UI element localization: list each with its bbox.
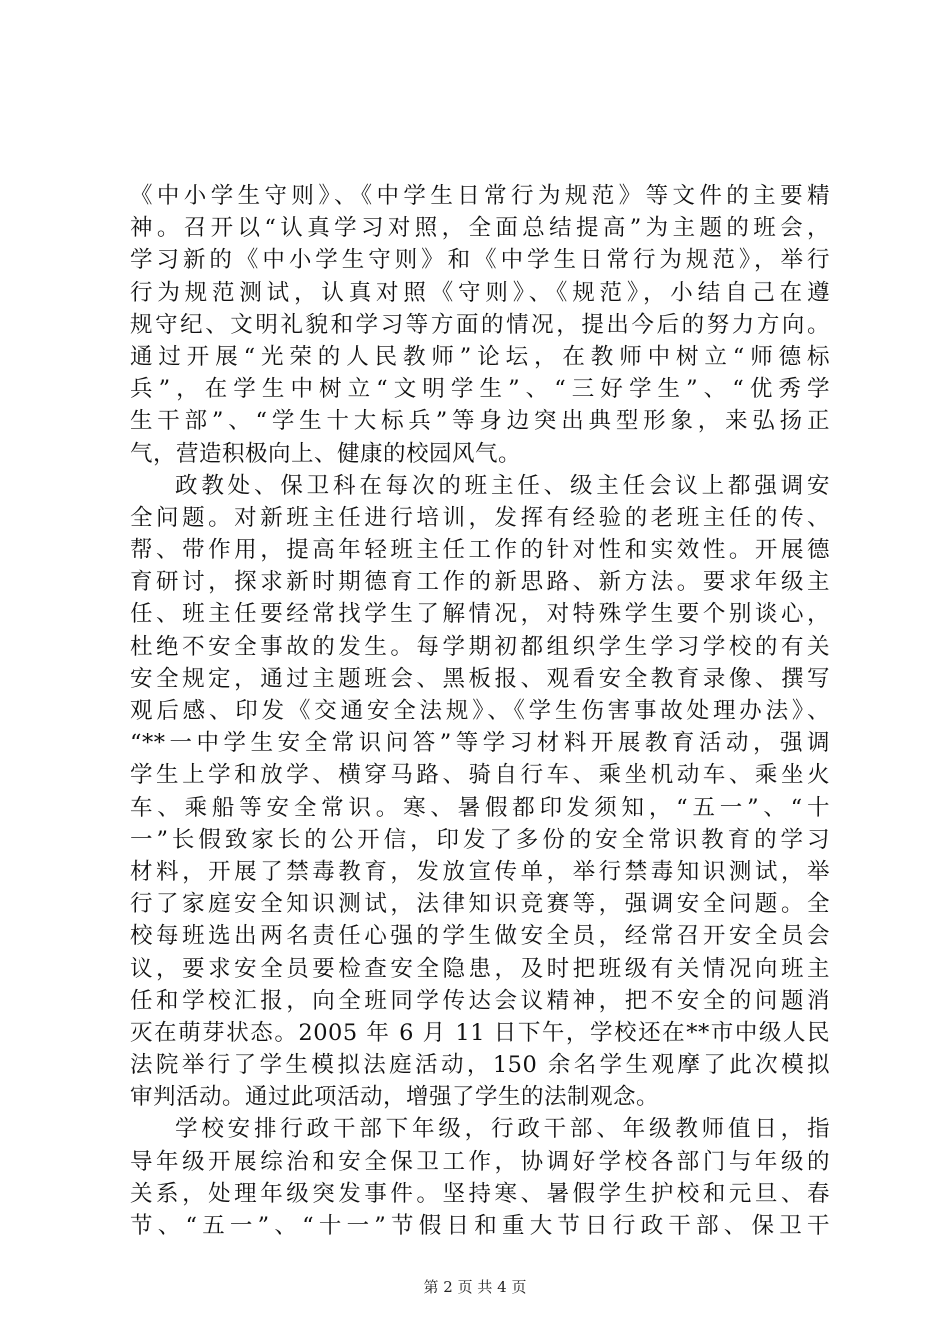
text-line: 车、乘船等安全常识。寒、暑假都印发须知，“五一”、“十 — [130, 794, 830, 821]
text-line: 关系，处理年级突发事件。坚持寒、暑假学生护校和元旦、春 — [130, 1180, 830, 1207]
text-line: 节、“五一”、“十一”节假日和重大节日行政干部、保卫干 — [130, 1213, 830, 1239]
page-number-footer: 第 2 页 共 4 页 — [423, 1278, 527, 1296]
text-line: 《中小学生守则》、《中学生日常行为规范》等文件的主要精 — [130, 183, 830, 209]
text-line: 学生上学和放学、横穿马路、骑自行车、乘坐机动车、乘坐火 — [130, 762, 830, 789]
text-line: 法院举行了学生模拟法庭活动，150 余名学生观摩了此次模拟 — [130, 1052, 830, 1079]
text-line: 任、班主任要经常找学生了解情况，对特殊学生要个别谈心， — [130, 601, 830, 628]
text-line: 一”长假致家长的公开信，印发了多份的安全常识教育的学习 — [130, 826, 830, 853]
text-line: 神。召开以“认真学习对照，全面总结提高”为主题的班会， — [130, 215, 830, 242]
text-line: 任和学校汇报，向全班同学传达会议精神，把不安全的问题消 — [130, 987, 830, 1014]
text-line: 灭在萌芽状态。2005 年 6 月 11 日下午，学校还在**市中级人民 — [130, 1019, 830, 1046]
text-line: 育研讨，探求新时期德育工作的新思路、新方法。要求年级主 — [130, 569, 830, 596]
text-line: 行为规范测试，认真对照《守则》、《规范》，小结自己在遵 — [130, 279, 830, 306]
text-line: 全问题。对新班主任进行培训，发挥有经验的老班主任的传、 — [130, 504, 830, 531]
text-line: 杜绝不安全事故的发生。每学期初都组织学生学习学校的有关 — [130, 633, 830, 660]
text-line: 生干部”、“学生十大标兵”等身边突出典型形象，来弘扬正 — [130, 408, 830, 435]
paragraph-first-line: 政教处、保卫科在每次的班主任、级主任会议上都强调安 — [175, 472, 830, 499]
text-line: 审判活动。通过此项活动，增强了学生的法制观念。 — [130, 1084, 660, 1111]
paragraph-first-line: 学校安排行政干部下年级，行政干部、年级教师值日，指 — [175, 1116, 830, 1143]
text-line: 气，营造积极向上、健康的校园风气。 — [130, 440, 522, 467]
text-line: 安全规定，通过主题班会、黑板报、观看安全教育录像、撰写 — [130, 665, 830, 692]
text-line: 兵”，在学生中树立“文明学生”、“三好学生”、“优秀学 — [130, 376, 830, 403]
text-line: 材料，开展了禁毒教育，发放宣传单，举行禁毒知识测试，举 — [130, 858, 830, 885]
text-line: 帮、带作用，提高年轻班主任工作的针对性和实效性。开展德 — [130, 537, 830, 564]
text-line: 观后感、印发《交通安全法规》、《学生伤害事故处理办法》、 — [130, 698, 830, 724]
text-line: 通过开展“光荣的人民教师”论坛，在教师中树立“师德标 — [130, 343, 830, 370]
text-line: 规守纪、文明礼貌和学习等方面的情况，提出今后的努力方向。 — [130, 311, 830, 338]
text-line: 议，要求安全员要检查安全隐患，及时把班级有关情况向班主 — [130, 955, 830, 982]
text-line: “**一中学生安全常识问答”等学习材料开展教育活动，强调 — [130, 730, 830, 757]
text-line: 校每班选出两名责任心强的学生做安全员，经常召开安全员会 — [130, 923, 830, 950]
text-line: 学习新的《中小学生守则》和《中学生日常行为规范》，举行 — [130, 247, 830, 274]
text-line: 行了家庭安全知识测试，法律知识竞赛等，强调安全问题。全 — [130, 891, 830, 918]
text-line: 导年级开展综治和安全保卫工作，协调好学校各部门与年级的 — [130, 1148, 830, 1175]
body-text — [130, 180, 830, 1242]
